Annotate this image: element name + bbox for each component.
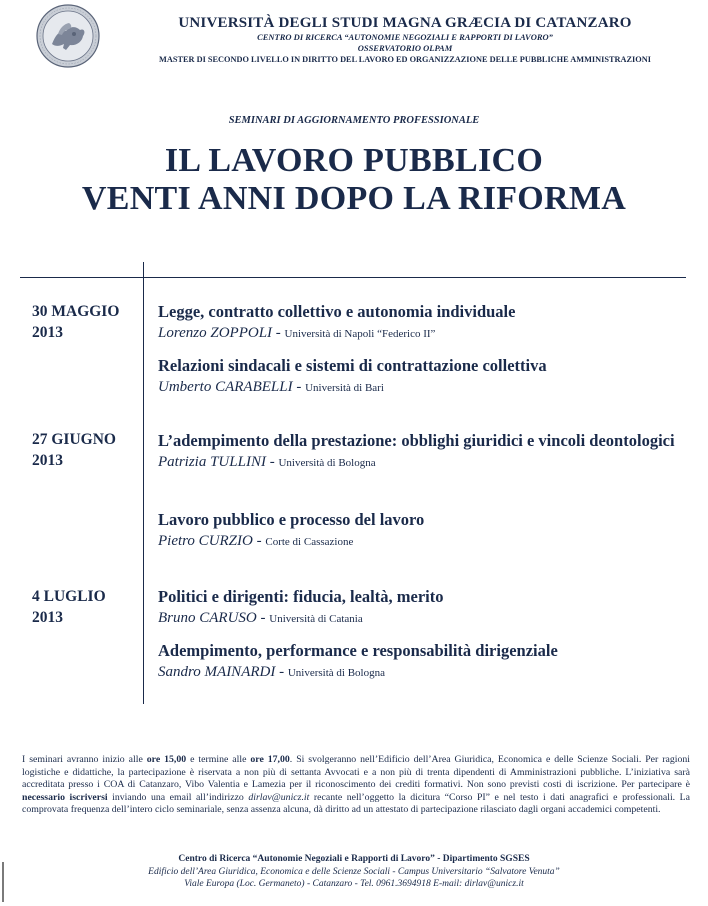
- notes-text: . Si svolgeranno nell’Edificio dell’Area Giuridica, Economica e delle Scienze Sociali. Per ragioni logistiche e didattiche, la partecipazione è riservata a non più di settanta Avvocati e a non più di trenta dipendenti di Amministrazioni pubbliche. L’iniziativa sarà accreditata presso i COA di Catanzaro, Vibo Valentia e Lamezia per il riconoscimento dei crediti formativi. Non sono previsti costi di iscrizione. Per partecipare è: [22, 754, 690, 791]
- date-day-month: 27 GIUGNO: [32, 431, 116, 448]
- date-year: 2013: [32, 609, 63, 626]
- talk: [158, 300, 688, 344]
- date-day-month: 30 MAGGIO: [32, 303, 120, 320]
- contact-footer: [0, 853, 708, 891]
- research-center: CENTRO DI RICERCA “AUTONOMIE NEGOZIALI E RAPPORTI DI LAVORO”: [257, 32, 553, 42]
- speaker-affiliation: Corte di Cassazione: [265, 536, 354, 548]
- speaker-separator: -: [256, 610, 270, 626]
- horizontal-divider: [20, 277, 686, 278]
- talk-speaker: [158, 531, 688, 552]
- start-time: ore 15,00: [146, 754, 187, 765]
- title-line-1: IL LAVORO PUBBLICO: [164, 142, 544, 179]
- speaker-separator: -: [292, 379, 306, 395]
- speaker-name: Umberto CARABELLI: [158, 379, 293, 395]
- institution-header: [110, 14, 700, 65]
- contact-center: Centro di Ricerca “Autonomie Negoziali e Rapporti di Lavoro” - Dipartimento SGSES: [178, 854, 530, 864]
- speaker-name: Sandro MAINARDI: [158, 664, 276, 680]
- talk-title: L’adempimento della prestazione: obblighi giuridici e vincoli deontologici: [158, 431, 675, 450]
- speaker-affiliation: Università di Catania: [269, 613, 363, 625]
- end-time: ore 17,00: [250, 754, 290, 765]
- session-date: [32, 301, 140, 343]
- talk-speaker: [158, 608, 688, 629]
- talk-speaker: [158, 452, 688, 473]
- date-year: 2013: [32, 452, 63, 469]
- talk-speaker: [158, 323, 688, 344]
- notes-text: e termine alle: [186, 754, 251, 765]
- speaker-affiliation: Università di Bologna: [287, 667, 385, 679]
- speaker-affiliation: Università di Bari: [305, 382, 384, 394]
- participation-notes: [22, 754, 690, 817]
- speaker-separator: -: [265, 454, 279, 470]
- talk-title: Legge, contratto collettivo e autonomia individuale: [158, 302, 516, 321]
- master-program: MASTER DI SECONDO LIVELLO IN DIRITTO DEL LAVORO ED ORGANIZZAZIONE DELLE PUBBLICHE AMMINISTRAZIONI: [159, 55, 651, 64]
- vertical-divider: [143, 262, 144, 704]
- speaker-separator: -: [272, 325, 285, 341]
- talk-title: Adempimento, performance e responsabilità dirigenziale: [158, 641, 558, 660]
- observatory: OSSERVATORIO OLPAM: [357, 43, 453, 53]
- registration-required: necessario iscriversi: [22, 791, 108, 803]
- session-date: [32, 586, 140, 628]
- talk-speaker: [158, 662, 688, 683]
- date-year: 2013: [32, 324, 63, 341]
- talk-title: Politici e dirigenti: fiducia, lealtà, merito: [158, 587, 444, 606]
- speaker-separator: -: [275, 664, 288, 680]
- talk: [158, 585, 688, 629]
- page-title: [0, 142, 708, 218]
- talk: [158, 429, 688, 473]
- speaker-name: Pietro CURZIO: [158, 533, 253, 549]
- contact-building: Edificio dell’Area Giuridica, Economica e delle Scienze Sociali - Campus Universitario “Salvatore Venuta”: [148, 866, 560, 877]
- speaker-affiliation: Università di Bologna: [278, 457, 376, 469]
- speaker-name: Bruno CARUSO: [158, 610, 257, 626]
- university-seal-logo: [36, 4, 100, 68]
- talk: [158, 508, 688, 552]
- contact-address: Viale Europa (Loc. Germaneto) - Catanzaro - Tel. 0961.3694918 E-mail: dirlav@unicz.it: [184, 879, 524, 889]
- title-line-2: VENTI ANNI DOPO LA RIFORMA: [81, 180, 627, 217]
- scan-edge: [2, 862, 4, 902]
- university-name: UNIVERSITÀ DEGLI STUDI MAGNA GRÆCIA DI CATANZARO: [178, 15, 632, 31]
- registration-email-link[interactable]: dirlav@unicz.it: [248, 791, 310, 803]
- series-label: SEMINARI DI AGGIORNAMENTO PROFESSIONALE: [228, 115, 480, 126]
- speaker-affiliation: Università di Napoli “Federico II”: [284, 328, 436, 340]
- notes-text: inviando una email all’indirizzo: [107, 791, 249, 803]
- session-date: [32, 429, 140, 471]
- talk: [158, 354, 688, 398]
- talk: [158, 639, 688, 683]
- talk-title: Lavoro pubblico e processo del lavoro: [158, 510, 425, 529]
- speaker-name: Patrizia TULLINI: [158, 454, 266, 470]
- talk-speaker: [158, 377, 688, 398]
- date-day-month: 4 LUGLIO: [32, 588, 106, 605]
- talk-title: Relazioni sindacali e sistemi di contrattazione collettiva: [158, 356, 547, 375]
- notes-text: recante nell’oggetto la dicitura “Corso PI” e nel testo i dati anagrafici e professionali. La comprovata frequenza dell’intero ciclo seminariale, senza assenza alcuna, dà diritto ad un attestato di partecipazione rilasciato dagli organi accademici competenti.: [22, 791, 690, 816]
- speaker-name: Lorenzo ZOPPOLI: [158, 325, 273, 341]
- speaker-separator: -: [252, 533, 266, 549]
- notes-text: I seminari avranno inizio alle: [22, 754, 147, 765]
